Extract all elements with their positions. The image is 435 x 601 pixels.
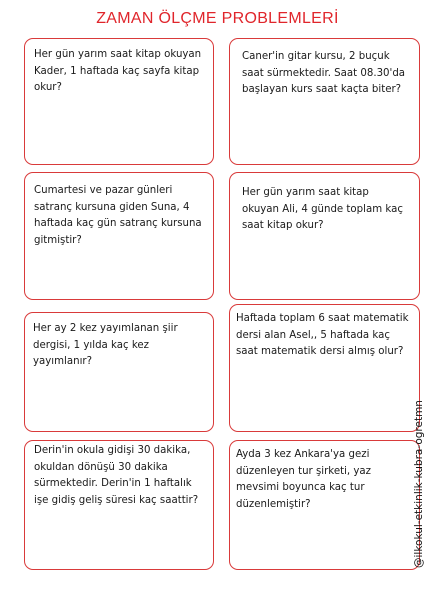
- problem-text: Derin'in okula gidişi 30 dakika, okuldan dönüşü 30 dakika sürmektedir. Derin'in 1 haftalık işe gidiş geliş süresi kaç saattir?: [34, 445, 199, 506]
- problem-text: Her ay 2 kez yayımlanan şiir dergisi, 1 yılda kaç kez yayımlanır?: [33, 323, 178, 367]
- watermark-text: @ilkokul-etkinlik-kubra-ogretmn: [413, 400, 425, 568]
- problem-card-3: [24, 172, 214, 300]
- problem-card-8: [229, 440, 420, 570]
- problem-card-7: [24, 440, 214, 570]
- problem-text: Haftada toplam 6 saat matematik dersi alan Asel,, 5 haftada kaç saat matematik dersi almış olur?: [236, 313, 409, 357]
- problem-card-4: [229, 172, 420, 300]
- problem-text: Caner'in gitar kursu, 2 buçuk saat sürmektedir. Saat 08.30'da başlayan kurs saat kaçta biter?: [242, 51, 406, 95]
- problem-text: Cumartesi ve pazar günleri satranç kursuna giden Suna, 4 haftada kaç gün satranç kursuna gitmiştir?: [34, 185, 202, 246]
- problem-card-6: [229, 304, 420, 432]
- problem-card-5: [24, 312, 214, 432]
- page-title: ZAMAN ÖLÇME PROBLEMLERİ: [96, 10, 339, 27]
- problem-text: Her gün yarım saat kitap okuyan Ali, 4 günde toplam kaç saat kitap okur?: [242, 187, 403, 231]
- problem-card-1: [24, 38, 214, 165]
- problem-card-2: [229, 38, 420, 165]
- problem-text: Her gün yarım saat kitap okuyan Kader, 1 haftada kaç sayfa kitap okur?: [34, 49, 202, 93]
- problem-text: Ayda 3 kez Ankara'ya gezi düzenleyen tur şirketi, yaz mevsimi boyunca kaç tur düzenlemiştir?: [236, 449, 372, 510]
